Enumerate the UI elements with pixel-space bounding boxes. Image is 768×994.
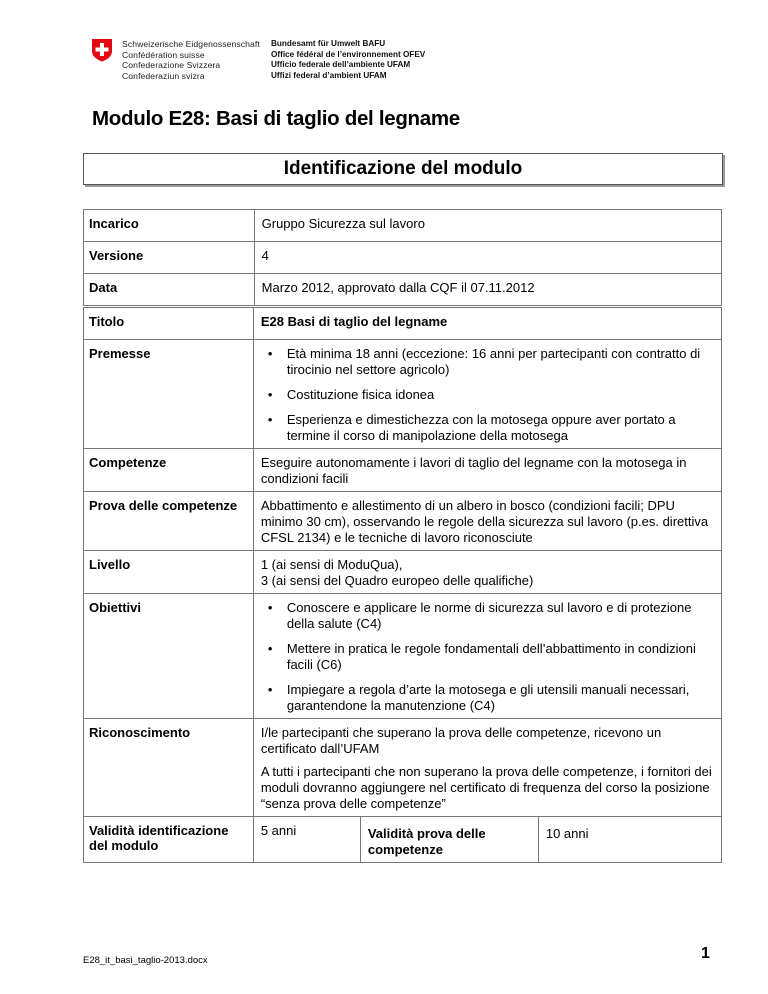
premesse-list	[261, 346, 714, 444]
riconoscimento-paragraph: A tutti i partecipanti che non superano la prova delle competenze, i fornitori dei moduli dovranno aggiungere nel certificato di frequenza del corso la posizione “senza prova delle competenze”	[260, 764, 712, 811]
list-item	[261, 641, 714, 673]
list-item-text: Esperienza e dimestichezza con la motosega oppure aver portato a termine il corso di manipolazione della motosega	[286, 412, 676, 443]
list-item-text: Mettere in pratica le regole fondamentali dell’abbattimento in condizioni facili (C6)	[286, 641, 696, 672]
table-row-titolo	[84, 308, 722, 340]
row-value	[253, 594, 721, 719]
row-label: Titolo	[84, 308, 254, 340]
confederation-name-fr: Confédération suisse	[122, 49, 205, 60]
row-label: Prova delle competenze	[84, 492, 254, 551]
row-label: Versione	[84, 242, 255, 274]
table-row-livello	[84, 551, 722, 594]
row-label: Validità identificazione del modulo	[84, 817, 254, 863]
row-value	[253, 817, 721, 863]
office-name-rm: Uffizi federal d’ambient UFAM	[271, 70, 387, 80]
obiettivi-list	[261, 600, 714, 714]
row-label: Livello	[84, 551, 254, 594]
row-value: Eseguire autonomamente i lavori di taglio del legname con la motosega in condizioni facili	[253, 449, 721, 492]
bullet-icon: •	[267, 641, 273, 656]
table-row-prova	[84, 492, 722, 551]
table-row-premesse	[84, 340, 722, 449]
row-value: Abbattimento e allestimento di un albero in bosco (condizioni facili; DPU minimo 30 cm), osservando le regole della sicurezza sul lavoro (p.es. direttiva CFSL 2134) e le tecniche di lavoro riconosciute	[253, 492, 721, 551]
swiss-flag-icon	[90, 38, 114, 62]
bullet-icon: •	[267, 387, 273, 402]
livello-line: 3 (ai sensi del Quadro europeo delle qualifiche)	[260, 573, 534, 588]
list-item	[261, 600, 714, 632]
bullet-icon: •	[267, 346, 273, 361]
row-value: Marzo 2012, approvato dalla CQF il 07.11.2012	[254, 274, 721, 306]
module-table	[83, 307, 722, 863]
page-title: Modulo E28: Basi di taglio del legname	[92, 107, 460, 130]
row-value: E28 Basi di taglio del legname	[253, 308, 721, 340]
table-row-validita	[84, 817, 722, 863]
row-value	[253, 719, 721, 817]
bullet-icon: •	[267, 600, 273, 615]
meta-table	[83, 209, 722, 306]
row-value	[253, 340, 721, 449]
federal-header	[90, 38, 490, 92]
validita-prova-label: Validità prova delle competenze	[361, 817, 539, 862]
list-item	[261, 346, 714, 378]
row-label: Competenze	[84, 449, 254, 492]
row-value: Gruppo Sicurezza sul lavoro	[254, 210, 721, 242]
table-row	[84, 210, 722, 242]
table-row	[84, 242, 722, 274]
confederation-name-de: Schweizerische Eidgenossenschaft	[122, 39, 260, 49]
row-label: Riconoscimento	[84, 719, 254, 817]
row-value: 4	[254, 242, 721, 274]
office-name-de: Bundesamt für Umwelt BAFU	[271, 39, 386, 48]
bullet-icon: •	[267, 412, 273, 427]
list-item	[261, 682, 714, 714]
bullet-icon: •	[267, 682, 273, 697]
row-label: Data	[84, 274, 255, 306]
footer-filename: E28_it_basi_taglio-2013.docx	[83, 955, 208, 966]
list-item-text: Età minima 18 anni (eccezione: 16 anni per partecipanti con contratto di tirocinio nel settore agricolo)	[286, 346, 701, 377]
confederation-name-it: Confederazione Svizzera	[122, 60, 221, 71]
table-row-riconoscimento	[84, 719, 722, 817]
table-row-obiettivi	[84, 594, 722, 719]
table-row	[84, 274, 722, 306]
list-item	[261, 387, 714, 403]
row-label: Obiettivi	[84, 594, 254, 719]
list-item-text: Impiegare a regola d’arte la motosega e gli utensili manuali necessari, garantendone la manutenzione (C4)	[286, 682, 690, 713]
riconoscimento-paragraph: I/le partecipanti che superano la prova delle competenze, ricevono un certificato dall’UFAM	[260, 725, 662, 756]
livello-line: 1 (ai sensi di ModuQua),	[260, 557, 403, 572]
validita-module-value: 5 anni	[254, 817, 361, 862]
confederation-name-rm: Confederaziun svizra	[122, 70, 205, 81]
row-label: Incarico	[84, 210, 255, 242]
section-heading: Identificazione del modulo	[83, 153, 723, 185]
office-name-fr: Office fédéral de l’environnement OFEV	[271, 49, 426, 59]
office-name-it: Ufficio federale dell’ambiente UFAM	[271, 60, 411, 70]
list-item	[261, 412, 714, 444]
row-value	[253, 551, 721, 594]
list-item-text: Costituzione fisica idonea	[286, 387, 435, 402]
row-label: Premesse	[84, 340, 254, 449]
page-number: 1	[701, 945, 710, 962]
office-names	[271, 39, 425, 81]
confederation-names	[122, 39, 260, 81]
validita-prova-value: 10 anni	[545, 826, 589, 841]
validita-cells	[254, 817, 721, 862]
list-item-text: Conoscere e applicare le norme di sicurezza sul lavoro e di protezione della salute (C4)	[286, 600, 692, 631]
table-row-competenze	[84, 449, 722, 492]
